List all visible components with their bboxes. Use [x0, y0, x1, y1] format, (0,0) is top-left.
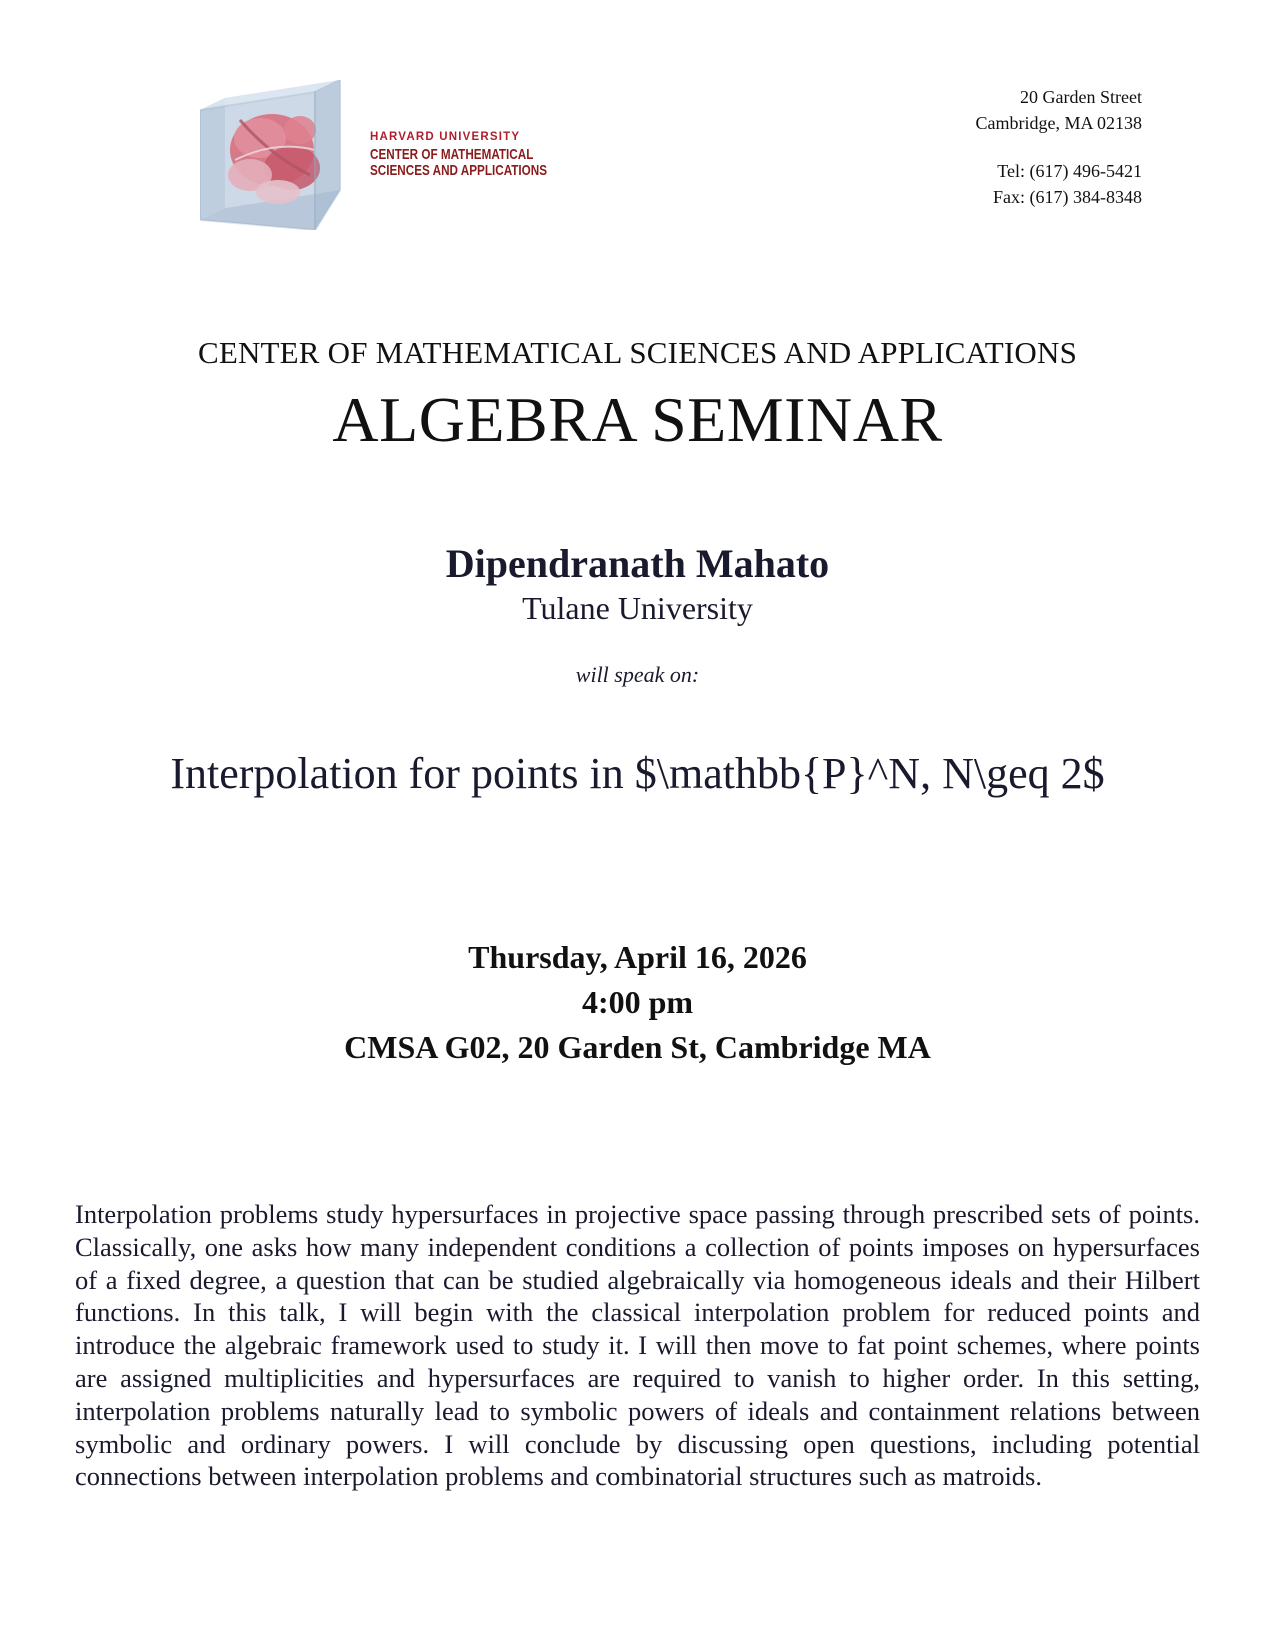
logo-wordmark	[370, 132, 597, 179]
seminar-title: ALGEBRA SEMINAR	[332, 384, 943, 455]
address-fax: Fax: (617) 384-8348	[993, 187, 1142, 207]
center-title: CENTER OF MATHEMATICAL SCIENCES AND APPLICATIONS	[197, 335, 1078, 370]
event-location: CMSA G02, 20 Garden St, Cambridge MA	[344, 1029, 931, 1065]
abstract: Interpolation problems study hypersurfaces in projective space passing through prescribed sets of points. Classically, one asks how many independent conditions a collection of points imposes on hypersurfaces of a fixed degree, a question that can be studied algebraically via homogeneous ideals and their Hilbert functions. In this talk, I will begin with the classical interpolation problem for reduced points and introduce the algebraic framework used to study it. I will then move to fat point schemes, where points are assigned multiplicities and hypersurfaces are required to vanish to higher order. In this setting, interpolation problems naturally lead to symbolic powers of ideals and containment relations between symbolic and ordinary powers. I will conclude by discussing open questions, including potential connections between interpolation problems and combinatorial structures such as matroids.	[75, 1199, 1200, 1492]
logo-university: HARVARD UNIVERSITY	[370, 131, 521, 143]
address-tel: Tel: (617) 496-5421	[997, 161, 1142, 181]
cmsa-cube-logo-icon	[200, 80, 350, 230]
speaker-affiliation: Tulane University	[522, 590, 753, 626]
cmsa-logo	[200, 80, 560, 230]
speaker-name: Dipendranath Mahato	[445, 541, 830, 586]
logo-line-1: CENTER OF MATHEMATICAL	[370, 145, 534, 163]
talk-title: Interpolation for points in $\mathbb{P}^N, N\geq 2$	[170, 749, 1105, 798]
event-time: 4:00 pm	[581, 984, 694, 1020]
address-block	[976, 84, 1143, 210]
event-date: Thursday, April 16, 2026	[468, 939, 807, 975]
event-info	[0, 935, 1275, 1070]
address-city: Cambridge, MA 02138	[975, 113, 1142, 133]
address-street: 20 Garden Street	[1020, 87, 1142, 107]
speaker-intro: will speak on:	[575, 662, 700, 687]
logo-line-2: SCIENCES AND APPLICATIONS	[370, 161, 548, 179]
